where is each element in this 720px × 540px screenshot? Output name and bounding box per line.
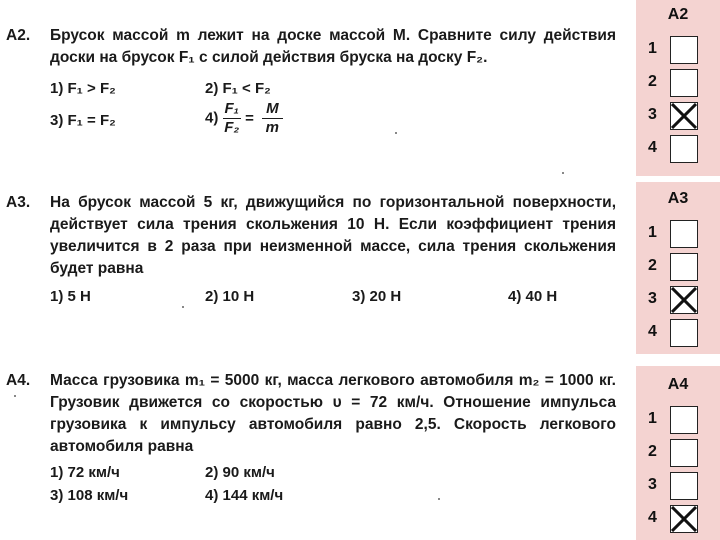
answer-checkbox[interactable] [670,253,698,281]
question-a3 [0,180,636,360]
option-4 [205,100,283,137]
answer-row-2[interactable] [636,253,720,281]
answer-checkbox-marked[interactable] [670,505,698,533]
answer-checkbox[interactable] [670,439,698,467]
question-text: Масса грузовика m₁ = 5000 кг, масса легкового автомобиля m₂ = 1000 кг. Грузовик движется со скоростью υ = 72 км/ч. Отношение импульса грузовика к импульсу автомобиля равно 2,5. Скорость легкового автомобиля равна [50,372,616,455]
option-2: 2) 90 км/ч [205,464,275,481]
fraction-mass [262,100,283,137]
answer-checkbox-marked[interactable] [670,102,698,130]
option-2: 2) 10 Н [205,288,255,305]
cross-mark-icon [671,287,697,313]
cross-mark-icon [671,103,697,129]
option-4: 4) 40 Н [508,288,558,305]
answer-panel-a3 [636,182,720,354]
fraction-numerator: F₁ [224,100,239,117]
option-1: 1) 72 км/ч [50,464,120,481]
answer-panel-title: А4 [667,376,689,393]
answer-row-2[interactable] [636,439,720,467]
answer-checkbox[interactable] [670,36,698,64]
answer-panel-a4 [636,366,720,540]
answer-row-3[interactable] [636,286,720,314]
question-a4 [0,360,636,540]
option-2: 2) F₁ < F₂ [205,80,271,97]
scan-speck [182,306,184,308]
equals-sign: = [245,110,254,127]
answer-row-number: 2 [648,73,657,90]
option-1: 1) 5 Н [50,288,91,305]
answer-checkbox[interactable] [670,406,698,434]
answer-row-number: 2 [648,257,657,274]
answer-checkbox[interactable] [670,472,698,500]
question-label: A3. [6,194,31,211]
question-label: A4. [6,372,31,389]
answer-row-number: 1 [648,410,657,427]
option-4: 4) 144 км/ч [205,487,284,504]
scan-speck [395,132,397,134]
answer-row-number: 1 [648,224,657,241]
scan-speck [438,498,440,500]
answer-row-number: 4 [648,323,657,340]
answer-row-1[interactable] [636,36,720,64]
answer-checkbox[interactable] [670,69,698,97]
option-3: 3) F₁ = F₂ [50,112,116,129]
scan-speck [562,172,564,174]
option-3: 3) 108 км/ч [50,487,129,504]
answer-row-number: 4 [648,139,657,156]
answer-row-4[interactable] [636,319,720,347]
question-text: На брусок массой 5 кг, движущийся по горизонтальной поверхности, действует сила трения скольжения 10 Н. Если коэффициент трения увеличится в 2 раза при неизменной массе, сила трения скольжения будет равна [50,194,616,277]
answer-row-number: 1 [648,40,657,57]
answer-row-2[interactable] [636,69,720,97]
answer-checkbox-marked[interactable] [670,286,698,314]
fraction-denominator: F₂ [224,119,240,136]
option-4-label: 4) [205,109,219,127]
answer-row-number: 3 [648,106,657,123]
fraction-numerator: M [262,100,283,119]
fraction-f1-f2 [223,100,241,137]
fraction-denominator: m [265,119,279,136]
answer-checkbox[interactable] [670,135,698,163]
answer-row-number: 2 [648,443,657,460]
question-label: A2. [6,27,31,44]
answer-row-3[interactable] [636,472,720,500]
answer-row-1[interactable] [636,220,720,248]
answer-row-4[interactable] [636,135,720,163]
answer-row-number: 3 [648,290,657,307]
answer-row-number: 3 [648,476,657,493]
answer-checkbox[interactable] [670,220,698,248]
question-text: Брусок массой m лежит на доске массой M. Сравните силу действия доски на брусок F₁ с силой действия бруска на доску F₂. [50,27,616,66]
answer-panel-a2 [636,0,720,176]
answer-row-4[interactable] [636,505,720,533]
answer-panel-title: А3 [667,190,689,207]
cross-mark-icon [671,506,697,532]
scan-speck [14,395,16,397]
answer-checkbox[interactable] [670,319,698,347]
option-1: 1) F₁ > F₂ [50,80,116,97]
answer-row-3[interactable] [636,102,720,130]
answer-row-number: 4 [648,509,657,526]
answer-row-1[interactable] [636,406,720,434]
question-a2 [0,0,636,180]
option-3: 3) 20 Н [352,288,402,305]
answer-panel-title: А2 [667,6,689,23]
